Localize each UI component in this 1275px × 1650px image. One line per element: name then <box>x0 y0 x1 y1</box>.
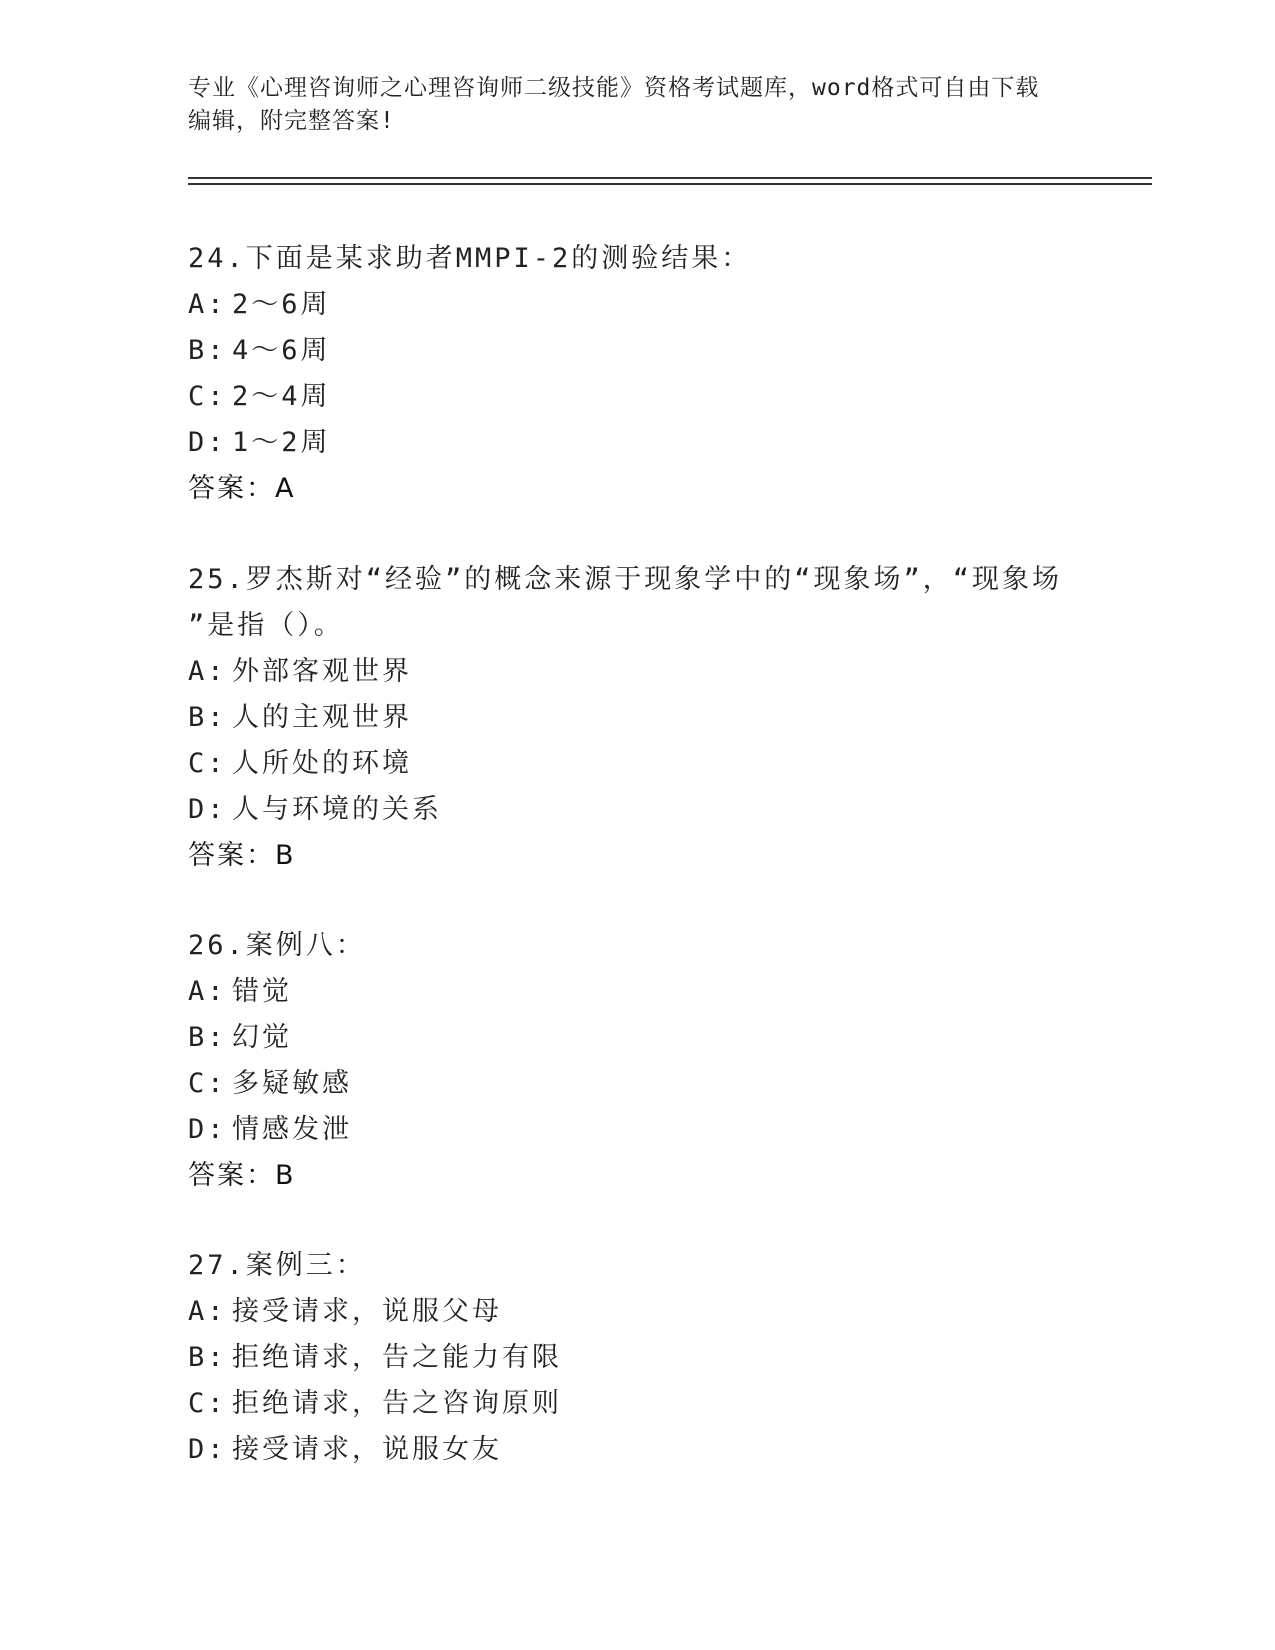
header-divider-top <box>188 177 1152 179</box>
header-divider-bottom <box>188 183 1152 185</box>
question-stem: 26.案例八： <box>188 930 366 961</box>
option-text: 拒绝请求，告之能力有限 <box>232 1342 562 1373</box>
question-stem: 27.案例三： <box>188 1250 366 1281</box>
option-text: 外部客观世界 <box>232 656 412 687</box>
option-letter: A: <box>188 289 227 320</box>
question-stem: 24.下面是某求助者MMPI-2的测验结果： <box>188 243 752 274</box>
option-letter: C: <box>188 1388 227 1419</box>
question-25 <box>188 557 1088 879</box>
option-text: 幻觉 <box>232 1022 292 1053</box>
option-c <box>188 741 1088 787</box>
option-text: 人所处的环境 <box>232 748 412 779</box>
question-27 <box>188 1243 1088 1473</box>
option-a <box>188 969 1088 1015</box>
document-header <box>188 72 1088 138</box>
option-letter: C: <box>188 1068 227 1099</box>
option-letter: D: <box>188 1434 227 1465</box>
option-d <box>188 420 1088 466</box>
question-stem: 25.罗杰斯对“经验”的概念来源于现象学中的“现象场”，“现象场 <box>188 564 1063 595</box>
option-letter: C: <box>188 748 227 779</box>
option-letter: C: <box>188 381 227 412</box>
option-text: 拒绝请求，告之咨询原则 <box>232 1388 562 1419</box>
option-b <box>188 328 1088 374</box>
answer-line: 答案：B <box>188 1160 296 1191</box>
option-text: 人的主观世界 <box>232 702 412 733</box>
option-b <box>188 1015 1088 1061</box>
option-letter: B: <box>188 1022 227 1053</box>
option-text: 2～6周 <box>232 289 331 320</box>
option-letter: D: <box>188 794 227 825</box>
option-text: 2～4周 <box>232 381 331 412</box>
option-letter: B: <box>188 702 227 733</box>
option-text: 接受请求，说服父母 <box>232 1296 502 1327</box>
option-b <box>188 1335 1088 1381</box>
header-line-2: 编辑，附完整答案! <box>188 108 395 134</box>
option-a <box>188 282 1088 328</box>
question-26 <box>188 923 1088 1199</box>
option-text: 错觉 <box>232 976 292 1007</box>
option-text: 1～2周 <box>232 427 331 458</box>
option-letter: B: <box>188 1342 227 1373</box>
option-letter: A: <box>188 1296 227 1327</box>
option-letter: A: <box>188 976 227 1007</box>
header-line-1: 专业《心理咨询师之心理咨询师二级技能》资格考试题库，word格式可自由下载 <box>188 75 1040 101</box>
answer-line: 答案：B <box>188 840 296 871</box>
option-d <box>188 787 1088 833</box>
option-text: 人与环境的关系 <box>232 794 442 825</box>
option-text: 多疑敏感 <box>232 1068 352 1099</box>
option-text: 情感发泄 <box>232 1114 352 1145</box>
option-a <box>188 1289 1088 1335</box>
option-letter: A: <box>188 656 227 687</box>
option-d <box>188 1427 1088 1473</box>
option-a <box>188 649 1088 695</box>
option-c <box>188 374 1088 420</box>
answer-line: 答案：A <box>188 473 296 504</box>
option-c <box>188 1381 1088 1427</box>
option-letter: B: <box>188 335 227 366</box>
option-c <box>188 1061 1088 1107</box>
option-b <box>188 695 1088 741</box>
option-text: 接受请求，说服女友 <box>232 1434 502 1465</box>
option-letter: D: <box>188 1114 227 1145</box>
question-stem-continued: ”是指（）。 <box>188 610 344 641</box>
option-letter: D: <box>188 427 227 458</box>
option-d <box>188 1107 1088 1153</box>
question-24 <box>188 236 1088 512</box>
option-text: 4～6周 <box>232 335 331 366</box>
